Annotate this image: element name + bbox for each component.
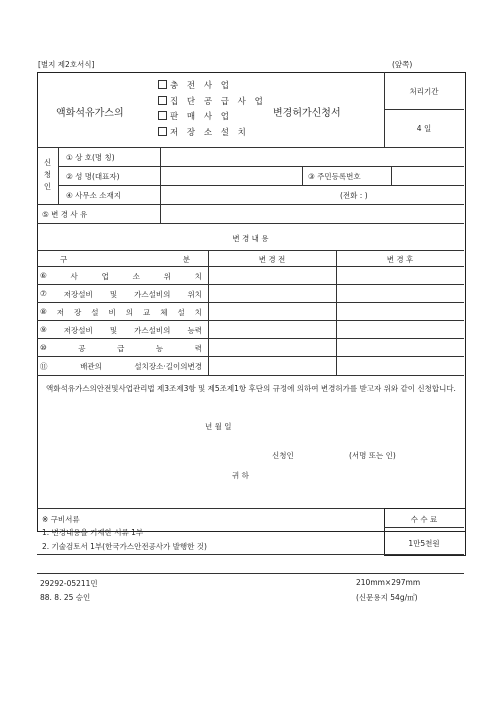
option-group-supply[interactable]: 집 단 공 급 사 업	[158, 95, 266, 111]
name-field[interactable]	[162, 168, 300, 183]
row-item-8: ⑧ 저 장 설 비 의 교 체 설 치	[40, 307, 202, 317]
row-item-10: ⑩ 공 급 능 력	[40, 343, 202, 353]
changes-title: 변 경 내 용	[232, 234, 269, 243]
title-suffix: 변경허가신청서	[273, 108, 341, 119]
sign-note: (서명 또는 인)	[349, 451, 396, 460]
applicant-side-label: 신 청 인	[43, 158, 52, 191]
recipient-label: 귀 하	[232, 471, 249, 480]
row-item-7: ⑦ 저장설비 및 가스설비의 위치	[40, 289, 202, 299]
row-item-6: ⑥ 사 업 소 위 치	[40, 271, 202, 281]
footer-code: 29292-05211민	[40, 579, 98, 588]
attachments-title: ※ 구비서류	[42, 515, 80, 524]
checkbox-icon[interactable]	[158, 127, 167, 136]
attachment-item-2: 2. 기술검토서 1부(한국가스안전공사가 발행한 것)	[42, 542, 207, 551]
reason-field[interactable]	[162, 206, 462, 221]
option-storage[interactable]: 저 장 소 설 치	[158, 126, 266, 142]
form-number: [별지 제2호서식]	[38, 60, 95, 69]
processing-label: 처리기간	[409, 87, 439, 96]
row-item-9: ⑨ 저장설비 및 가스설비의 능력	[40, 325, 202, 335]
fee-label: 수 수 료	[410, 515, 438, 524]
name-label: ② 성 명(대표자)	[66, 172, 120, 181]
company-label: ① 상 호(명 칭)	[66, 153, 115, 162]
footer-size: 210mm×297mm	[356, 578, 421, 587]
resident-no-field[interactable]	[393, 168, 462, 183]
col-after-header: 변 경 후	[386, 255, 414, 264]
option-charging[interactable]: 충 전 사 업	[158, 79, 266, 95]
option-sales[interactable]: 판 매 사 업	[158, 110, 266, 126]
col-item-header: 구 분	[60, 255, 190, 264]
footer-paper: (신문용지 54g/㎡)	[356, 593, 418, 602]
side-label: (앞쪽)	[392, 60, 413, 69]
company-field[interactable]	[162, 149, 462, 164]
phone-label: (전화 : )	[340, 191, 368, 200]
applicant-sign-field[interactable]	[300, 446, 346, 460]
fee-value: 1만5천원	[408, 539, 440, 548]
applicant-sign-label: 신청인	[272, 451, 294, 460]
statement-body: 액화석유가스의안전및사업관리법 제3조제3항 및 제5조제1항 후단의 규정에 의하여 변경허가를 받고자 위와 같이 신청합니다.	[46, 384, 456, 393]
checkbox-icon[interactable]	[158, 96, 167, 105]
address-field[interactable]	[162, 187, 337, 202]
statement-date: 년 월 일	[205, 422, 232, 431]
processing-value: 4 일	[416, 124, 432, 133]
resident-no-label: ③ 주민등록번호	[308, 172, 361, 181]
attachment-item-1: 1. 변경내용을 기재한 서류 1부	[42, 528, 144, 537]
address-label: ④ 사무소 소재지	[66, 191, 121, 200]
reason-label: ⑤ 변 경 사 유	[42, 210, 88, 219]
checkbox-icon[interactable]	[158, 111, 167, 120]
title-prefix: 액화석유가스의	[56, 108, 124, 119]
checkbox-icon[interactable]	[158, 80, 167, 89]
footer-date: 88. 8. 25 승인	[40, 593, 91, 602]
col-before-header: 변 경 전	[258, 255, 286, 264]
row-item-11: ⑪ 배관의 설치장소·길이의변경	[40, 362, 202, 371]
business-options	[158, 79, 266, 141]
